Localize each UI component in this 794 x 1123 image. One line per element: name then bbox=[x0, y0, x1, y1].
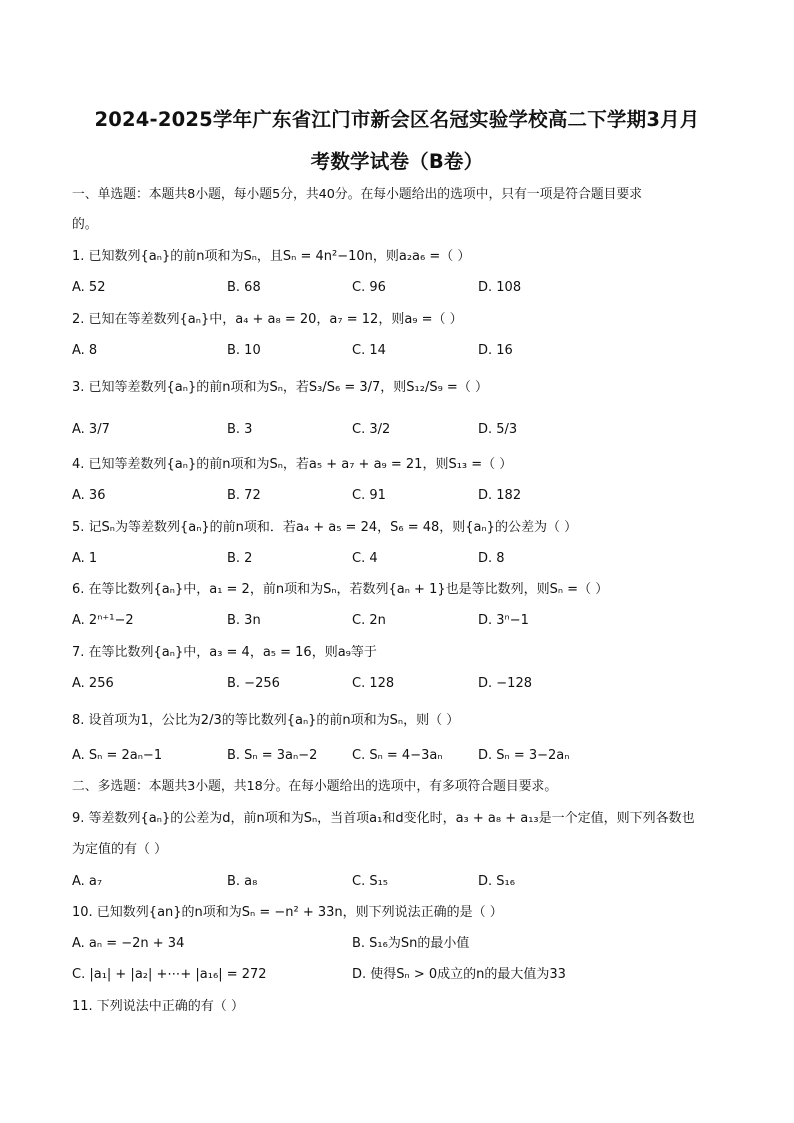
question-10-stem: 10. 已知数列{an}的n项和为Sₙ = −n² + 33n，则下列说法正确的是（ ） bbox=[72, 905, 503, 920]
question-2-option-d: D. 16 bbox=[478, 343, 513, 358]
question-9-option-b: B. a₈ bbox=[227, 874, 258, 889]
question-10-option-d: D. 使得Sₙ > 0成立的n的最大值为33 bbox=[352, 967, 566, 982]
question-9-stem: 9. 等差数列{aₙ}的公差为d，前n项和为Sₙ，当首项a₁和d变化时，a₃ + a₈ + a₁₃是一个定值，则下列各数也 bbox=[72, 811, 695, 826]
question-6-option-b: B. 3n bbox=[227, 613, 261, 628]
question-9-option-a: A. a₇ bbox=[72, 874, 103, 889]
question-6-stem: 6. 在等比数列{aₙ}中，a₁ = 2，前n项和为Sₙ，若数列{aₙ + 1}也是等比数列，则Sₙ =（ ） bbox=[72, 582, 609, 597]
question-2-option-c: C. 14 bbox=[352, 343, 386, 358]
question-4-option-b: B. 72 bbox=[227, 488, 261, 503]
question-5-option-c: C. 4 bbox=[352, 551, 378, 566]
question-9-option-d: D. S₁₆ bbox=[478, 874, 515, 889]
question-1-option-c: C. 96 bbox=[352, 280, 386, 295]
section1-header: 一、单选题：本题共8小题，每小题5分，共40分。在每小题给出的选项中，只有一项是符合题目要求 bbox=[72, 187, 643, 202]
exam-title-line1: 2024-2025学年广东省江门市新会区名冠实验学校高二下学期3月月 bbox=[94, 108, 700, 131]
question-5-option-a: A. 1 bbox=[72, 551, 98, 566]
exam-title-line2: 考数学试卷（B卷） bbox=[310, 150, 484, 173]
question-7-option-b: B. −256 bbox=[227, 676, 280, 691]
question-2-option-b: B. 10 bbox=[227, 343, 261, 358]
question-8-stem: 8. 设首项为1，公比为2/3的等比数列{aₙ}的前n项和为Sₙ，则（ ） bbox=[72, 713, 460, 728]
section1-header-cont: 的。 bbox=[72, 217, 98, 232]
question-7-option-d: D. −128 bbox=[478, 676, 532, 691]
question-3-option-a: A. 3/7 bbox=[72, 422, 110, 437]
question-4-option-c: C. 91 bbox=[352, 488, 386, 503]
question-4-option-d: D. 182 bbox=[478, 488, 522, 503]
question-10-option-b: B. S₁₆为Sn的最小值 bbox=[352, 936, 470, 951]
question-1-stem: 1. 已知数列{aₙ}的前n项和为Sₙ，且Sₙ = 4n²−10n，则a₂a₆ =（ ） bbox=[72, 249, 471, 264]
question-3-option-b: B. 3 bbox=[227, 422, 253, 437]
question-8-option-b: B. Sₙ = 3aₙ−2 bbox=[227, 748, 318, 763]
question-5-option-b: B. 2 bbox=[227, 551, 253, 566]
question-6-option-c: C. 2n bbox=[352, 613, 386, 628]
question-8-option-a: A. Sₙ = 2aₙ−1 bbox=[72, 748, 163, 763]
question-3-option-c: C. 3/2 bbox=[352, 422, 391, 437]
question-1-option-d: D. 108 bbox=[478, 280, 522, 295]
question-6-option-a: A. 2ⁿ⁺¹−2 bbox=[72, 613, 134, 628]
question-8-option-c: C. Sₙ = 4−3aₙ bbox=[352, 748, 443, 763]
question-10-option-a: A. aₙ = −2n + 34 bbox=[72, 936, 185, 951]
question-4-stem: 4. 已知等差数列{aₙ}的前n项和为Sₙ，若a₅ + a₇ + a₉ = 21，则S₁₃ =（ ） bbox=[72, 457, 513, 472]
question-9-stem-cont: 为定值的有（ ） bbox=[72, 842, 168, 857]
question-2-option-a: A. 8 bbox=[72, 343, 98, 358]
question-5-option-d: D. 8 bbox=[478, 551, 505, 566]
question-11-stem: 11. 下列说法中正确的有（ ） bbox=[72, 999, 244, 1014]
question-3-stem: 3. 已知等差数列{aₙ}的前n项和为Sₙ，若S₃/S₆ = 3/7，则S₁₂/S₉ =（ ） bbox=[72, 380, 488, 395]
question-2-stem: 2. 已知在等差数列{aₙ}中，a₄ + a₈ = 20，a₇ = 12，则a₉ =（ ） bbox=[72, 312, 463, 327]
section2-header: 二、多选题：本题共3小题，共18分。在每小题给出的选项中，有多项符合题目要求。 bbox=[72, 779, 558, 794]
question-5-stem: 5. 记Sₙ为等差数列{aₙ}的前n项和．若a₄ + a₅ = 24，S₆ = 48，则{aₙ}的公差为（ ） bbox=[72, 520, 578, 535]
question-7-option-c: C. 128 bbox=[352, 676, 395, 691]
question-7-option-a: A. 256 bbox=[72, 676, 114, 691]
question-9-option-c: C. S₁₅ bbox=[352, 874, 389, 889]
question-1-option-b: B. 68 bbox=[227, 280, 261, 295]
question-10-option-c: C. |a₁| + |a₂| +⋯+ |a₁₆| = 272 bbox=[72, 967, 267, 982]
question-8-option-d: D. Sₙ = 3−2aₙ bbox=[478, 748, 570, 763]
question-1-option-a: A. 52 bbox=[72, 280, 106, 295]
question-6-option-d: D. 3ⁿ−1 bbox=[478, 613, 529, 628]
question-3-option-d: D. 5/3 bbox=[478, 422, 518, 437]
question-4-option-a: A. 36 bbox=[72, 488, 106, 503]
question-7-stem: 7. 在等比数列{aₙ}中，a₃ = 4，a₅ = 16，则a₉等于 bbox=[72, 645, 377, 660]
